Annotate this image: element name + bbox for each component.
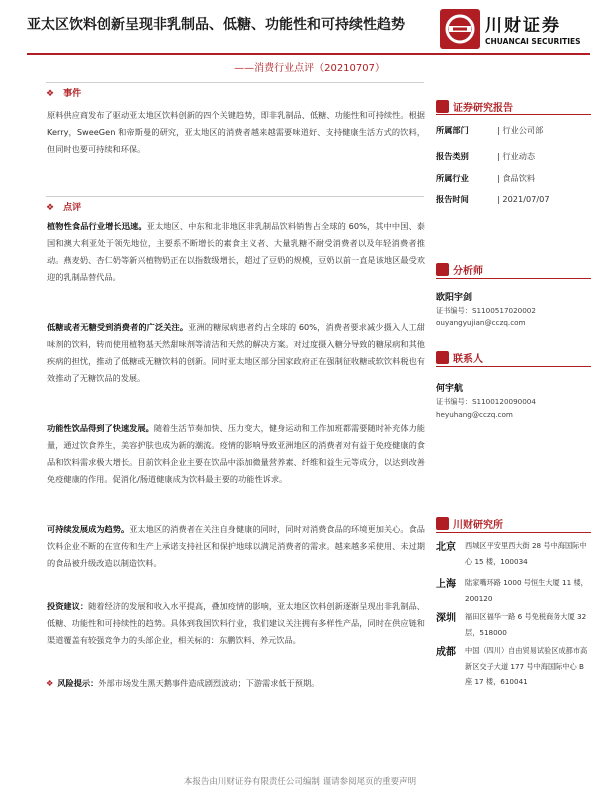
- sidebar-divider: [436, 278, 591, 279]
- page-title: 亚太区饮料创新呈现非乳制品、低糖、功能性和可持续性趋势: [27, 17, 405, 33]
- company-logo: [440, 7, 590, 51]
- diamond-bullet-icon: ❖: [46, 89, 55, 99]
- chuancai-logo-icon: [440, 9, 480, 49]
- info-label: 报告时间: [436, 194, 469, 204]
- paragraph-plant-based: 植物性食品行业增长迅速。亚太地区、中东和北非地区非乳制品饮料销售占全球的 60%，其中中国、泰国和澳大利亚处于领先地位，主要系不断增长的素食主义者、大量乳糖不耐受消费者以及年轻消费者推动。燕麦奶、杏仁奶等新兴植物奶正在以指数级增长，超过了豆奶的规模，豆奶以前一直是该地区最受欢迎的乳制品替代品。: [47, 221, 425, 283]
- office-city: 北京: [436, 542, 456, 553]
- office-address: 福田区福华一路 6 号免税商务大厦 32 层，518000: [465, 612, 587, 637]
- contact-email[interactable]: heyuhang@cczq.com: [436, 410, 513, 419]
- info-value: | 2021/07/07: [497, 194, 550, 204]
- info-value: | 食品饮料: [497, 173, 536, 183]
- section-divider: [46, 82, 424, 83]
- paragraph-functional: 功能性饮品得到了快速发展。随着生活节奏加快、压力变大，健身运动和工作加班都需要随时补充体力能量，通过饮食养生，美容护肤也成为新的潮流。疫情的影响导致亚洲地区的消费者对有益于免疫健康的食品和饮料需求极大增长。目前饮料企业主要在饮品中添加微量营养素、纤维和益生元等成分，以达到改善免疫健康的作用。促消化/肠道健康成为饮料最主要的功能性诉求。: [47, 423, 425, 485]
- institute-icon: [436, 517, 449, 530]
- paragraph-low-sugar: 低糖或者无糖受到消费者的广泛关注。亚洲的糖尿病患者约占全球的 60%，消费者要求减少摄入人工甜味剂的饮料，转而使用植物基天然甜味剂等清洁和天然的解决方案。对过度摄入糖分导致的糖尿病和其他疾病的担忧，推动了低糖或无糖饮料的创新。同时亚太地区部分国家政府正在强制征收糖或软饮料税也有效推动了无糖饮品的发展。: [47, 322, 425, 384]
- diamond-bullet-icon: ❖: [46, 678, 54, 688]
- analyst-name: 欧阳宇剑: [436, 293, 473, 303]
- page-footer: 本报告由川财证券有限责任公司编制 谨请参阅尾页的重要声明: [183, 777, 417, 787]
- contact-heading: 联系人: [436, 350, 483, 365]
- sidebar-divider: [436, 532, 591, 533]
- info-label: 所属行业: [436, 173, 469, 183]
- institute-heading: 川财研究所: [436, 516, 503, 531]
- report-icon: [436, 100, 449, 113]
- analyst-heading: 分析师: [436, 262, 483, 277]
- paragraph-sustainability: 可持续发展成为趋势。亚太地区的消费者在关注自身健康的同时，同时对消费食品的环境更加关心。食品饮料企业不断的在宣传和生产上承诺支持社区和保护地球以满足消费者的需求。越来越多采使用、未过期的食品被升级改造以制造饮料。: [47, 524, 425, 569]
- page-subtitle: ——消费行业点评（20210707）: [234, 63, 385, 74]
- diamond-bullet-icon: ❖: [46, 203, 55, 213]
- section-heading-event: ❖ 事件: [46, 89, 82, 99]
- contact-name: 何宇航: [436, 384, 464, 394]
- logo-text-cn: 川财证券: [485, 16, 561, 36]
- analyst-icon: [436, 263, 449, 276]
- office-address: 西城区平安里西大街 28 号中海国际中心 15 楼，100034: [465, 541, 587, 566]
- info-value: | 行业公司部: [497, 125, 544, 135]
- event-paragraph: 原料供应商发布了驱动亚太地区饮料创新的四个关键趋势，即非乳制品、低糖、功能性和可持续性。根据 Kerry，SweeGen 和帝斯曼的研究，亚太地区的消费者越来越需要味道好、支持健康生活方式的饮料，但同时也要可持续和环保。: [47, 110, 425, 155]
- section-divider: [46, 196, 424, 197]
- logo-text-en: CHUANCAI SECURITIES: [485, 37, 581, 46]
- sidebar-divider: [436, 114, 591, 115]
- header-divider: [27, 53, 590, 55]
- contact-cert: 证书编号：S1100120090004: [436, 397, 536, 406]
- paragraph-investment-advice: 投资建议：随着经济的发展和收入水平提高，叠加疫情的影响，亚太地区饮料创新逐渐呈现出非乳制品、低糖、功能性和可持续性的趋势。具体到我国饮料行业，我们建议关注拥有多样性产品，同时在供应链和渠道覆盖有较强竞争力的头部企业，相关标的：东鹏饮料、养元饮品。: [47, 601, 425, 646]
- contact-icon: [436, 351, 449, 364]
- analyst-email[interactable]: ouyangyujian@cczq.com: [436, 318, 526, 327]
- analyst-cert: 证书编号：S1100517020002: [436, 306, 536, 315]
- office-city: 成都: [436, 647, 456, 658]
- info-label: 报告类别: [436, 151, 469, 161]
- sidebar-divider: [436, 366, 591, 367]
- office-city: 深圳: [436, 613, 456, 624]
- office-city: 上海: [436, 579, 456, 590]
- section-heading-points: ❖ 点评: [46, 203, 82, 213]
- info-label: 所属部门: [436, 125, 469, 135]
- risk-warning: ❖ 风险提示：外部市场发生黑天鹅事件造成剧烈波动；下游需求低于预期。: [46, 678, 320, 688]
- office-address: 陆家嘴环路 1000 号恒生大厦 11 楼，200120: [465, 578, 588, 603]
- report-heading: 证券研究报告: [436, 99, 513, 114]
- office-address: 中国（四川）自由贸易试验区成都市高新区交子大道 177 号中海国际中心 B 座 17 楼，610041: [465, 646, 588, 686]
- info-value: | 行业动态: [497, 151, 536, 161]
